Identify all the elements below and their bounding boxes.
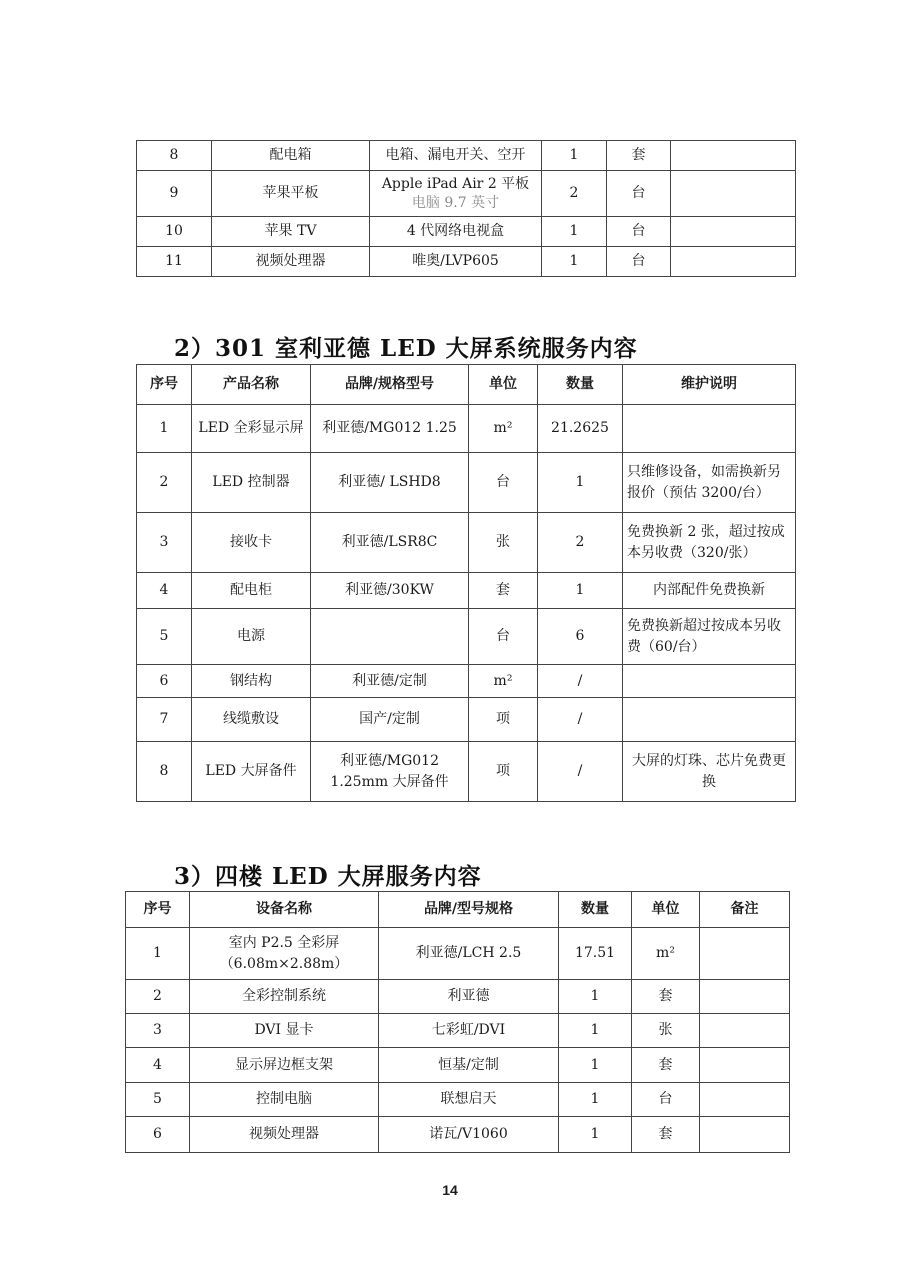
item-unit: 台 [607,217,671,247]
item-note [623,665,796,698]
row-number: 4 [126,1048,190,1083]
item-note [700,1083,790,1117]
item-name: 视频处理器 [212,247,370,277]
item-name: 苹果平板 [212,171,370,217]
header-spec: 品牌/型号规格 [379,892,559,928]
table-row [126,980,790,1014]
header-unit: 单位 [632,892,700,928]
item-qty: 1 [559,1048,632,1083]
item-qty: 1 [542,247,607,277]
row-number: 2 [137,453,192,513]
row-number: 7 [137,698,192,742]
header-note: 备注 [700,892,790,928]
item-qty: / [538,665,623,698]
item-name: LED 大屏备件 [192,742,311,802]
equipment-table-continued [136,140,796,277]
table-row [137,513,796,573]
item-note [623,698,796,742]
item-spec: 利亚德/LCH 2.5 [379,928,559,980]
item-unit: 台 [469,609,538,665]
item-spec: 利亚德/30KW [311,573,469,609]
item-name: 线缆敷设 [192,698,311,742]
item-spec: 七彩虹/DVI [379,1014,559,1048]
item-spec: 利亚德/ LSHD8 [311,453,469,513]
table-row [137,141,796,171]
item-unit: m² [469,665,538,698]
table-row [126,1083,790,1117]
item-spec: 联想启天 [379,1083,559,1117]
item-qty: / [538,698,623,742]
item-note [700,1014,790,1048]
item-note [700,980,790,1014]
item-note [671,171,796,217]
item-spec: 电箱、漏电开关、空开 [370,141,542,171]
item-spec: 诺瓦/V1060 [379,1117,559,1153]
item-unit: 台 [607,247,671,277]
item-unit: 台 [469,453,538,513]
row-number: 1 [126,928,190,980]
table-row [126,1014,790,1048]
header-qty: 数量 [559,892,632,928]
item-unit: m² [632,928,700,980]
item-note: 免费换新超过按成本另收费（60/台） [623,609,796,665]
item-name: 配电箱 [212,141,370,171]
table-row [126,1048,790,1083]
item-note [623,405,796,453]
item-unit: 项 [469,742,538,802]
item-unit: m² [469,405,538,453]
table-row [137,742,796,802]
header-qty: 数量 [538,365,623,405]
item-qty: 1 [538,453,623,513]
row-number: 6 [137,665,192,698]
item-note [700,1117,790,1153]
table-header-row [137,365,796,405]
row-number: 5 [137,609,192,665]
item-spec: 恒基/定制 [379,1048,559,1083]
table-row [126,1117,790,1153]
item-spec [311,609,469,665]
row-number: 4 [137,573,192,609]
row-number: 1 [137,405,192,453]
table-row [137,698,796,742]
item-name: LED 全彩显示屏 [192,405,311,453]
item-unit: 张 [469,513,538,573]
item-unit: 套 [632,1117,700,1153]
led-301-service-table [136,364,796,802]
item-qty: 21.2625 [538,405,623,453]
item-qty: 1 [559,980,632,1014]
item-note: 大屏的灯珠、芯片免费更换 [623,742,796,802]
section-2-title: 2）301 室利亚德 LED 大屏系统服务内容 [174,335,638,362]
row-number: 3 [126,1014,190,1048]
item-note [671,217,796,247]
header-unit: 单位 [469,365,538,405]
item-qty: 1 [559,1083,632,1117]
item-unit: 项 [469,698,538,742]
header-no: 序号 [126,892,190,928]
item-name: 控制电脑 [190,1083,379,1117]
item-unit: 套 [632,980,700,1014]
item-note: 免费换新 2 张，超过按成本另收费（320/张） [623,513,796,573]
table-row [126,928,790,980]
item-qty: 17.51 [559,928,632,980]
item-spec: 唯奥/LVP605 [370,247,542,277]
item-spec: 国产/定制 [311,698,469,742]
header-name: 产品名称 [192,365,311,405]
item-spec [370,171,542,217]
row-number: 8 [137,141,212,171]
item-spec: 利亚德 [379,980,559,1014]
table-row [137,609,796,665]
item-spec-line2: 电脑 9.7 英寸 [411,194,500,211]
item-qty: 1 [538,573,623,609]
row-number: 10 [137,217,212,247]
row-number: 2 [126,980,190,1014]
item-name: 全彩控制系统 [190,980,379,1014]
item-unit: 张 [632,1014,700,1048]
section-3-title: 3）四楼 LED 大屏服务内容 [174,863,482,890]
item-qty: 1 [559,1014,632,1048]
item-name: 室内 P2.5 全彩屏（6.08m×2.88m） [190,928,379,980]
item-name: 钢结构 [192,665,311,698]
item-note: 只维修设备，如需换新另报价（预估 3200/台） [623,453,796,513]
item-spec: 利亚德/MG012 1.25mm 大屏备件 [311,742,469,802]
item-name: 接收卡 [192,513,311,573]
table-row [137,171,796,217]
led-4f-service-table [125,891,790,1153]
table-row [137,247,796,277]
item-note: 内部配件免费换新 [623,573,796,609]
row-number: 5 [126,1083,190,1117]
item-spec: 4 代网络电视盒 [370,217,542,247]
item-spec: 利亚德/LSR8C [311,513,469,573]
table-header-row [126,892,790,928]
row-number: 11 [137,247,212,277]
item-note [700,928,790,980]
table-row [137,217,796,247]
item-name: 视频处理器 [190,1117,379,1153]
item-note [671,141,796,171]
item-qty: 2 [542,171,607,217]
item-spec: 利亚德/定制 [311,665,469,698]
table-row [137,665,796,698]
row-number: 8 [137,742,192,802]
item-qty: 1 [542,141,607,171]
item-unit: 套 [607,141,671,171]
item-qty: 6 [538,609,623,665]
item-spec-line1: Apple iPad Air 2 平板 [381,175,530,192]
item-note [700,1048,790,1083]
table-row [137,405,796,453]
item-name: DVI 显卡 [190,1014,379,1048]
item-name: 电源 [192,609,311,665]
item-qty: 2 [538,513,623,573]
header-name: 设备名称 [190,892,379,928]
item-qty: / [538,742,623,802]
item-name: 配电柜 [192,573,311,609]
row-number: 6 [126,1117,190,1153]
item-qty: 1 [542,217,607,247]
item-unit: 台 [632,1083,700,1117]
item-name: 苹果 TV [212,217,370,247]
item-name: LED 控制器 [192,453,311,513]
table-row [137,453,796,513]
item-note [671,247,796,277]
row-number: 3 [137,513,192,573]
item-unit: 套 [632,1048,700,1083]
row-number: 9 [137,171,212,217]
item-unit: 台 [607,171,671,217]
item-spec: 利亚德/MG012 1.25 [311,405,469,453]
page-number: 14 [442,1182,458,1198]
header-note: 维护说明 [623,365,796,405]
header-no: 序号 [137,365,192,405]
item-unit: 套 [469,573,538,609]
item-name: 显示屏边框支架 [190,1048,379,1083]
item-qty: 1 [559,1117,632,1153]
table-row [137,573,796,609]
header-spec: 品牌/规格型号 [311,365,469,405]
